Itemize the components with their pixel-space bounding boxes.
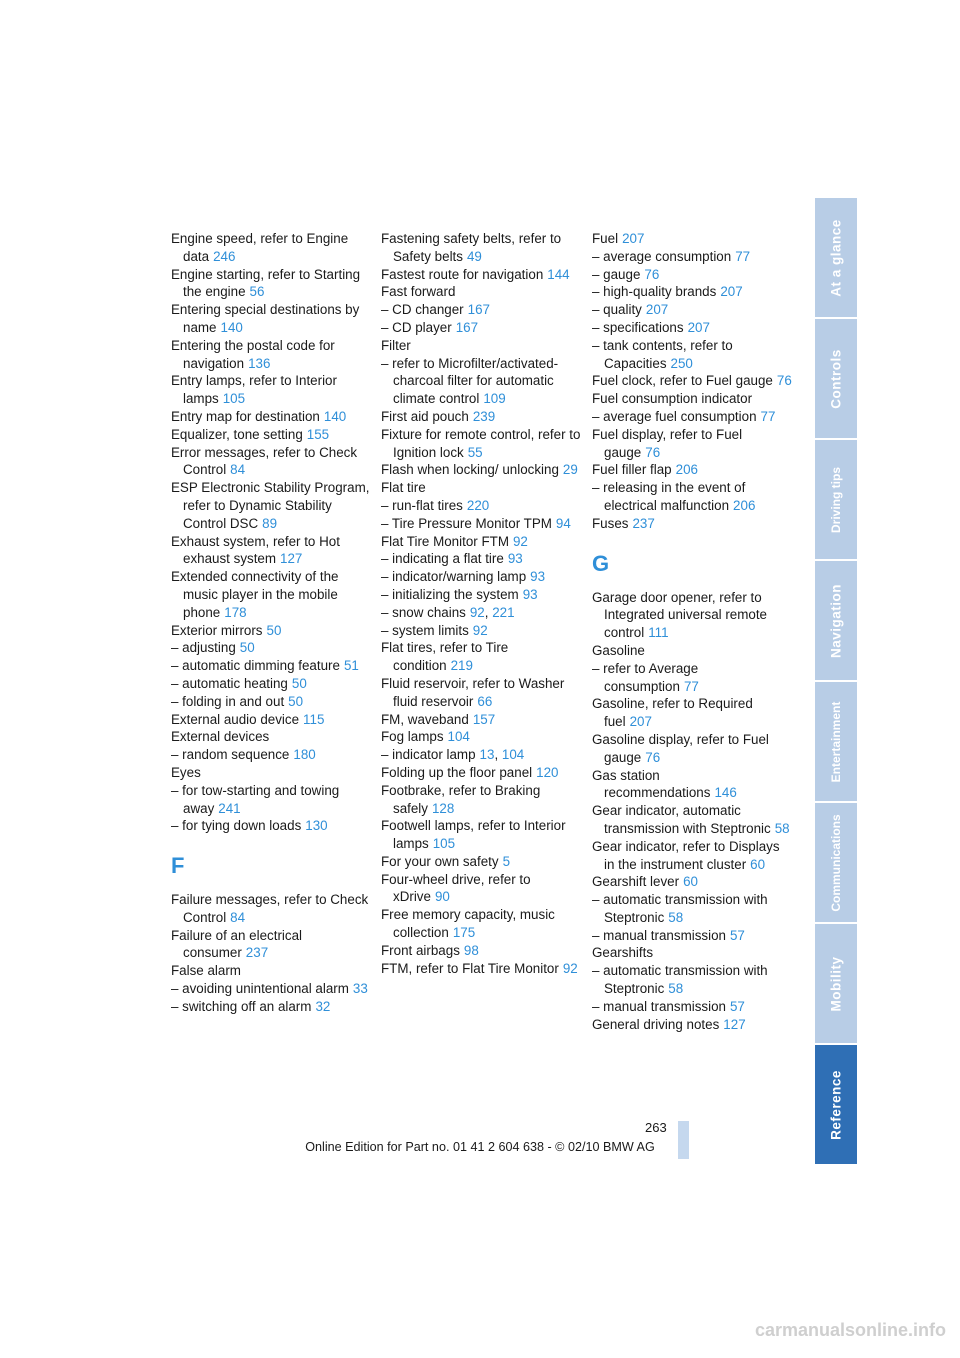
index-entry <box>592 695 792 731</box>
page-link[interactable]: 157 <box>472 711 496 727</box>
index-entry-text: Fuel clock, refer to Fuel gauge <box>592 373 773 389</box>
index-entry <box>592 283 792 301</box>
index-entry-text: Flash when locking/ unlocking <box>381 462 559 478</box>
section-tab-label: Entertainment <box>829 701 843 782</box>
page-link[interactable]: 84 <box>230 462 246 478</box>
index-entry <box>171 980 371 998</box>
index-entry-text: – indicator lamp <box>381 747 476 763</box>
index-entry-text: – switching off an alarm <box>171 998 312 1014</box>
index-entry-text: – refer to Average consumption <box>592 660 699 694</box>
index-entry-text: Fuel display, refer to Fuel gauge <box>592 426 743 460</box>
index-entry-text: Filter <box>381 337 411 353</box>
page-link[interactable]: 60 <box>683 874 698 890</box>
page-link[interactable]: 136 <box>248 355 271 371</box>
section-tab-label: Controls <box>828 348 844 409</box>
page-link[interactable]: 93 <box>530 569 546 585</box>
section-tab-label: Navigation <box>828 583 844 658</box>
page-link[interactable]: 92 <box>472 622 488 638</box>
index-entry-text: – run-flat tires <box>381 497 463 513</box>
page-link[interactable]: 76 <box>644 266 660 282</box>
section-letter: G <box>592 550 610 576</box>
index-entry <box>381 301 581 319</box>
index-entry-text: Fastening safety belts, refer to Safety belts <box>381 231 562 264</box>
index-entry-text: Flat Tire Monitor FTM <box>381 533 509 549</box>
index-entry-text: – automatic transmission with Steptronic <box>592 963 768 997</box>
page-link[interactable]: 56 <box>249 284 265 300</box>
index-entry <box>171 301 371 337</box>
index-entry <box>592 642 792 660</box>
index-entry <box>592 301 792 319</box>
index-entry <box>592 873 792 891</box>
index-entry-text: Entry lamps, refer to Interior lamps <box>171 373 337 407</box>
index-entry-text: External audio device <box>171 711 300 727</box>
index-entry <box>381 266 581 284</box>
index-entry-text: – average fuel consumption <box>592 408 757 424</box>
page-link-separator: , <box>494 747 502 763</box>
page-link[interactable]: 58 <box>774 820 790 836</box>
index-entry-text: – gauge <box>592 266 641 282</box>
section-tab-label: Reference <box>828 1069 844 1140</box>
page-link[interactable]: 241 <box>218 800 241 816</box>
section-tab-mobility[interactable] <box>815 924 857 1043</box>
index-entry-text: Footbrake, refer to Braking safely <box>381 782 541 816</box>
index-entry <box>381 942 581 960</box>
page-link[interactable]: 93 <box>522 586 538 602</box>
index-entry <box>171 962 371 980</box>
index-entry <box>592 891 792 927</box>
index-entry <box>381 568 581 586</box>
index-entry-text: External devices <box>171 729 270 745</box>
index-entry <box>381 408 581 426</box>
page-link[interactable]: 237 <box>632 515 655 531</box>
index-entry-text: Fastest route for navigation <box>381 266 544 282</box>
index-entry <box>171 337 371 373</box>
index-entry <box>381 461 581 479</box>
index-entry <box>381 871 581 907</box>
index-entry <box>592 998 792 1016</box>
index-entry <box>171 426 371 444</box>
page-link[interactable]: 155 <box>306 426 330 442</box>
index-entry <box>592 461 792 479</box>
page-number: 263 <box>645 1120 667 1135</box>
index-entry <box>592 390 792 408</box>
page-link[interactable]: 175 <box>452 925 476 941</box>
index-entry-text: Gasoline <box>592 642 645 658</box>
index-entry-text: Fixture for remote control, refer to Ignition lock <box>381 426 581 460</box>
page-link[interactable]: 93 <box>507 551 523 567</box>
index-entry <box>381 550 581 568</box>
index-entry-text: Footwell lamps, refer to Interior lamps <box>381 818 566 852</box>
index-entry-text: First aid pouch <box>381 408 469 424</box>
page-link[interactable]: 206 <box>733 497 756 513</box>
index-column-2 <box>381 230 581 977</box>
page-link[interactable]: 58 <box>668 981 684 997</box>
page-link[interactable]: 146 <box>714 785 737 801</box>
index-entry <box>592 660 792 696</box>
page-link-separator: , <box>484 604 493 620</box>
index-entry-text: For your own safety <box>381 853 499 869</box>
watermark: carmanualsonline.info <box>754 1320 946 1340</box>
page-link[interactable]: 246 <box>213 248 236 264</box>
page-link[interactable]: 104 <box>501 747 525 763</box>
index-entry <box>381 586 581 604</box>
section-tab-controls[interactable] <box>815 319 857 438</box>
page-link[interactable]: 50 <box>288 693 304 709</box>
index-entry-text: Gearshift lever <box>592 874 680 890</box>
section-tab-label: Mobility <box>828 956 844 1011</box>
index-entry-text: Free memory capacity, music collection <box>381 907 555 941</box>
index-entry-text: – high-quality brands <box>592 284 717 300</box>
index-entry <box>592 426 792 462</box>
index-entry-text: Gasoline display, refer to Fuel gauge <box>592 731 769 765</box>
index-entry-text: Flat tires, refer to Tire condition <box>381 640 509 674</box>
index-entry <box>592 927 792 945</box>
page-link[interactable]: 127 <box>723 1016 746 1032</box>
index-entry <box>592 319 792 337</box>
index-entry-text: Flat tire <box>381 480 426 496</box>
page-link[interactable]: 33 <box>352 981 368 997</box>
page-link[interactable]: 111 <box>648 625 669 641</box>
index-entry-text: – for tow-starting and towing away <box>171 782 340 816</box>
index-entry-text: Failure of an electrical consumer <box>171 927 302 961</box>
index-entry <box>592 266 792 284</box>
index-entry <box>171 764 371 782</box>
section-tab-label: Communications <box>829 813 843 912</box>
index-entry-text: Entry map for destination <box>171 408 320 424</box>
page-link[interactable]: 76 <box>645 444 661 460</box>
page-link[interactable]: 130 <box>305 818 328 834</box>
page-link[interactable]: 13 <box>479 747 495 763</box>
index-entry-text: Exterior mirrors <box>171 622 263 638</box>
page-link[interactable]: 89 <box>262 515 278 531</box>
section-tab-at-a-glance[interactable] <box>815 198 857 317</box>
index-entry-text: – tank contents, refer to Capacities <box>592 337 733 371</box>
index-entry-text: Fuel filler flap <box>592 462 672 478</box>
index-entry-text: Gearshifts <box>592 945 654 961</box>
page-link[interactable]: 128 <box>431 800 455 816</box>
page-link[interactable]: 167 <box>467 302 490 318</box>
index-entry-text: – automatic dimming feature <box>171 658 340 674</box>
index-entry-text: – quality <box>592 302 642 318</box>
index-entry-text: Four-wheel drive, refer to xDrive <box>381 871 531 905</box>
index-entry <box>171 444 371 480</box>
index-entry-text: – adjusting <box>171 640 236 656</box>
section-tabs <box>815 198 857 1166</box>
page-link[interactable]: 140 <box>323 408 347 424</box>
index-entry <box>592 372 792 390</box>
index-entry <box>171 891 371 927</box>
index-entry <box>592 944 792 962</box>
index-entry <box>381 906 581 942</box>
index-entry-text: – CD changer <box>381 302 464 318</box>
index-column-1 <box>171 230 371 1016</box>
index-entry-text: Fuel consumption indicator <box>592 391 753 407</box>
index-entry <box>171 782 371 818</box>
index-entry-text: Gasoline, refer to Required fuel <box>592 696 753 730</box>
index-entry-text: Entering the postal code for navigation <box>171 337 335 371</box>
index-entry <box>381 283 581 301</box>
index-entry <box>592 731 792 767</box>
page-link[interactable]: 76 <box>776 373 792 389</box>
index-entry <box>171 568 371 621</box>
index-entry-text: Engine starting, refer to Starting the engine <box>171 266 361 300</box>
section-tab-label: At a glance <box>828 218 844 297</box>
page-link[interactable]: 237 <box>245 945 269 961</box>
footer-text: Online Edition for Part no. 01 41 2 604 638 - © 02/10 BMW AG <box>305 1140 655 1154</box>
index-entry <box>381 515 581 533</box>
page-link[interactable]: 140 <box>220 319 243 335</box>
index-entry <box>381 728 581 746</box>
page-link[interactable]: 207 <box>687 319 710 335</box>
index-entry-text: – automatic heating <box>171 675 288 691</box>
index-entry-text: – avoiding unintentional alarm <box>171 981 349 997</box>
index-entry <box>592 1016 792 1034</box>
page-link[interactable]: 109 <box>483 391 506 407</box>
section-tab-communications[interactable] <box>815 803 857 922</box>
index-entry-text: Extended connectivity of the music player in the mobile phone <box>171 569 339 620</box>
index-entry-text: – random sequence <box>171 747 290 763</box>
index-entry <box>171 817 371 835</box>
page-link[interactable]: 239 <box>472 408 496 424</box>
index-entry-text: – manual transmission <box>592 927 726 943</box>
page-link[interactable]: 207 <box>622 231 645 246</box>
page-link[interactable]: 219 <box>450 658 473 674</box>
page-link[interactable]: 77 <box>760 408 776 424</box>
index-entry <box>381 782 581 818</box>
index-entry-text: Fuel <box>592 231 619 246</box>
index-entry <box>592 479 792 515</box>
index-entry-text: Eyes <box>171 764 201 780</box>
index-entry-text: – indicator/warning lamp <box>381 569 527 585</box>
page-link[interactable]: 50 <box>266 622 282 638</box>
index-entry <box>381 960 581 978</box>
page-link[interactable]: 178 <box>224 604 247 620</box>
index-entry <box>381 355 581 408</box>
index-entry <box>171 533 371 569</box>
page-link[interactable]: 50 <box>291 675 307 691</box>
page-link[interactable]: 105 <box>432 836 456 852</box>
page-link[interactable]: 207 <box>629 714 652 730</box>
page-link[interactable]: 60 <box>750 856 766 872</box>
page-link[interactable]: 90 <box>434 889 450 905</box>
page-link[interactable]: 180 <box>293 747 316 763</box>
index-entry <box>171 728 371 746</box>
page-link[interactable]: 220 <box>466 497 490 513</box>
index-entry-text: – Tire Pressure Monitor TPM <box>381 515 552 531</box>
index-entry-text: Front airbags <box>381 942 460 958</box>
page-link[interactable]: 98 <box>463 942 479 958</box>
page-link[interactable]: 94 <box>555 515 571 531</box>
index-entry <box>381 319 581 337</box>
page-link[interactable]: 57 <box>729 998 745 1014</box>
index-entry <box>171 711 371 729</box>
page-link[interactable]: 120 <box>536 764 559 780</box>
index-entry-text: Fuses <box>592 515 629 531</box>
page-link[interactable]: 49 <box>466 248 482 264</box>
index-entry-text: Fast forward <box>381 284 456 300</box>
index-entry-text: Entering special destinations by name <box>171 302 360 335</box>
index-entry-text: Fog lamps <box>381 729 444 745</box>
index-entry <box>171 693 371 711</box>
index-entry <box>592 962 792 998</box>
index-entry <box>592 802 792 838</box>
index-entry <box>592 838 792 874</box>
index-entry <box>381 746 581 764</box>
page-link[interactable]: 84 <box>230 909 246 925</box>
page-link[interactable]: 92 <box>512 533 528 549</box>
page-link[interactable]: 115 <box>303 711 325 727</box>
index-entry <box>171 675 371 693</box>
index-entry <box>171 927 371 963</box>
page-link[interactable]: 66 <box>477 693 493 709</box>
index-entry-text: FTM, refer to Flat Tire Monitor <box>381 960 559 976</box>
index-entry <box>171 230 371 266</box>
section-tab-navigation[interactable] <box>815 561 857 680</box>
index-column-3 <box>592 230 792 1033</box>
index-entry-text: – releasing in the event of electrical malfunction <box>592 480 746 513</box>
page-link[interactable]: 29 <box>562 462 578 478</box>
index-entry-text: – system limits <box>381 622 469 638</box>
index-entry <box>171 998 371 1016</box>
index-entry <box>592 248 792 266</box>
index-entry-text: Gas station recommendations <box>592 767 711 801</box>
page-link[interactable]: 144 <box>547 266 570 282</box>
index-entry <box>381 230 581 266</box>
page-link[interactable]: 77 <box>735 248 751 264</box>
index-entry-text: Equalizer, tone setting <box>171 426 303 442</box>
page-link[interactable]: 127 <box>280 551 303 567</box>
index-entry-text: False alarm <box>171 963 241 979</box>
index-entry-text: Garage door opener, refer to Integrated universal remote control <box>592 589 768 641</box>
index-entry-text: Folding up the floor panel <box>381 764 533 780</box>
page-link[interactable]: 5 <box>502 853 511 869</box>
index-entry <box>381 817 581 853</box>
index-entry-text: Failure messages, refer to Check Control <box>171 892 369 925</box>
index-entry <box>381 497 581 515</box>
index-entry-text: – snow chains <box>381 604 466 620</box>
index-entry <box>381 337 581 355</box>
section-tab-label: Driving tips <box>829 466 843 533</box>
page-link[interactable]: 104 <box>447 729 470 745</box>
section-letter: F <box>171 853 185 879</box>
index-entry <box>381 426 581 462</box>
index-entry-text: General driving notes <box>592 1016 720 1032</box>
index-entry-text: Fluid reservoir, refer to Washer fluid reservoir <box>381 675 565 709</box>
index-entry-text: – average consumption <box>592 248 732 264</box>
page-link[interactable]: 167 <box>455 319 479 335</box>
index-entry <box>171 657 371 675</box>
page-link[interactable]: 92 <box>469 604 485 620</box>
index-entry-text: – indicating a flat tire <box>381 551 504 567</box>
page-link[interactable]: 77 <box>683 678 699 694</box>
page-link[interactable]: 105 <box>222 391 246 407</box>
index-entry <box>381 479 581 497</box>
index-entry <box>381 639 581 675</box>
page-link[interactable]: 207 <box>720 284 743 300</box>
index-entry-text: Gear indicator, refer to Displays in the instrument cluster <box>592 838 780 872</box>
index-entry-text: – automatic transmission with Steptronic <box>592 892 768 925</box>
index-entry <box>381 711 581 729</box>
index-entry <box>171 408 371 426</box>
index-entry-text: Error messages, refer to Check Control <box>171 444 358 478</box>
page-link[interactable]: 32 <box>315 998 331 1014</box>
page-link[interactable]: 92 <box>562 960 578 976</box>
index-entry <box>592 408 792 426</box>
section-tab-entertainment[interactable] <box>815 682 857 801</box>
index-entry <box>381 853 581 871</box>
section-tab-driving-tips[interactable] <box>815 440 857 559</box>
index-entry-text: – folding in and out <box>171 693 285 709</box>
index-entry <box>592 230 792 248</box>
index-entry-text: – CD player <box>381 319 452 335</box>
page-link[interactable]: 250 <box>670 355 693 371</box>
index-entry <box>592 515 792 533</box>
index-entry <box>171 639 371 657</box>
index-entry-text: ESP Electronic Stability Program, refer to Dynamic Stability Control DSC <box>171 480 370 531</box>
index-entry <box>171 479 371 532</box>
index-entry <box>171 372 371 408</box>
page-link[interactable]: 50 <box>239 640 255 656</box>
index-entry <box>592 589 792 642</box>
index-entry-text: – manual transmission <box>592 998 726 1014</box>
index-entry <box>381 622 581 640</box>
index-entry-text: – for tying down loads <box>171 818 302 834</box>
index-entry <box>171 746 371 764</box>
index-entry <box>171 266 371 302</box>
index-entry <box>171 622 371 640</box>
index-entry-text: – specifications <box>592 319 684 335</box>
index-entry-text: – initializing the system <box>381 586 519 602</box>
index-entry <box>381 533 581 551</box>
page-link[interactable]: 57 <box>729 927 745 943</box>
page-link[interactable]: 221 <box>492 604 515 620</box>
page-link[interactable]: 76 <box>645 749 661 765</box>
page-link[interactable]: 55 <box>467 444 483 460</box>
index-entry <box>381 764 581 782</box>
index-entry <box>381 675 581 711</box>
index-entry-text: Engine speed, refer to Engine data <box>171 231 349 264</box>
index-entry <box>592 337 792 373</box>
index-entry-text: – refer to Microfilter/activated-charcoal filter for automatic climate control <box>381 355 559 407</box>
index-entry <box>381 604 581 622</box>
page-link[interactable]: 206 <box>675 462 698 478</box>
index-entry-text: Exhaust system, refer to Hot exhaust system <box>171 533 340 567</box>
page-link[interactable]: 58 <box>668 909 684 925</box>
page-link[interactable]: 207 <box>645 302 669 318</box>
index-entry-text: Gear indicator, automatic transmission with Steptronic <box>592 803 771 836</box>
index-entry-text: FM, waveband <box>381 711 469 727</box>
page-link[interactable]: 51 <box>343 658 359 674</box>
index-entry <box>592 767 792 803</box>
